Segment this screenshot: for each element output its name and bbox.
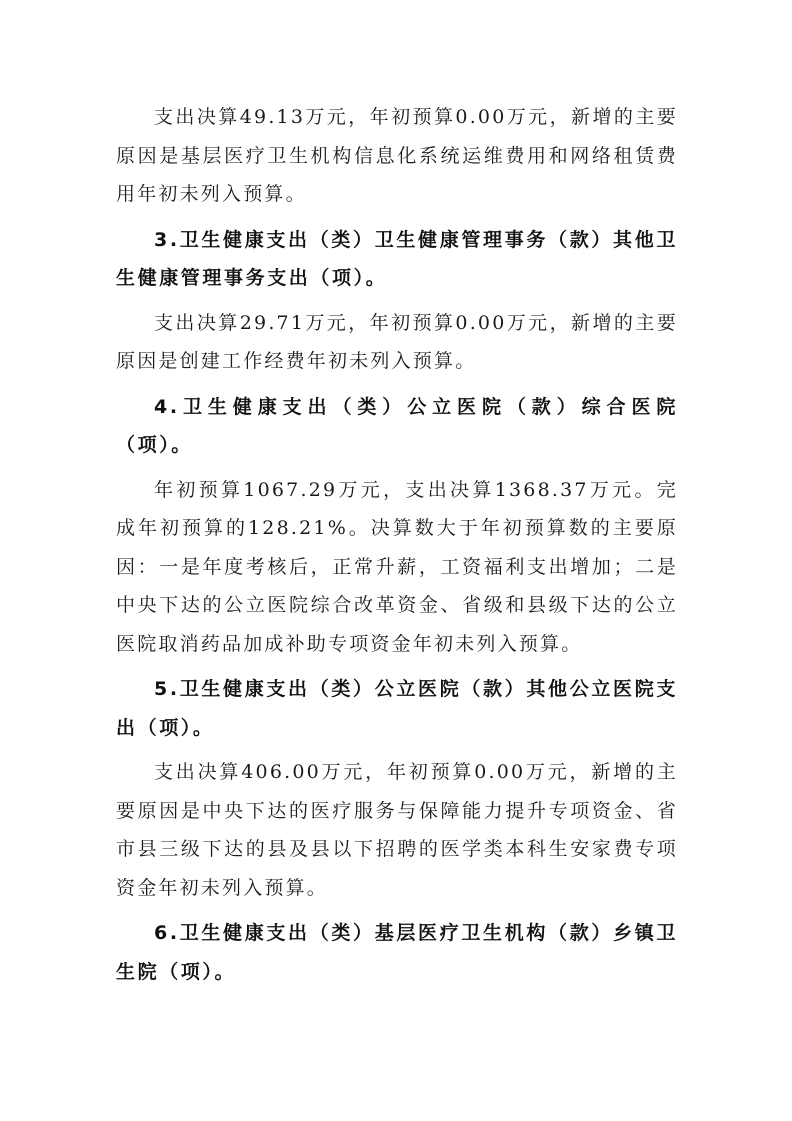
paragraph-body-1: 支出决算49.13万元，年初预算0.00万元，新增的主要原因是基层医疗卫生机构信息化系统运维费用和网络租赁费用年初未列入预算。 xyxy=(116,106,678,205)
paragraph-body-3: 支出决算29.71万元，年初预算0.00万元，新增的主要原因是创建工作经费年初未列入预算。 xyxy=(116,311,678,372)
heading-item-6: 6.卫生健康支出（类）基层医疗卫生机构（款）乡镇卫生院（项）。 xyxy=(116,922,678,983)
heading-item-4: 4.卫生健康支出（类）公立医院（款）综合医院（项）。 xyxy=(116,395,678,456)
paragraph-body-5: 支出决算406.00万元，年初预算0.00万元，新增的主要原因是中央下达的医疗服务与保障能力提升专项资金、省市县三级下达的县及县以下招聘的医学类本科生安家费专项资金年初未列入预算。 xyxy=(116,761,678,899)
document-body xyxy=(116,98,678,991)
paragraph-body-4: 年初预算1067.29万元，支出决算1368.37万元。完成年初预算的128.21%。决算数大于年初预算数的主要原因：一是年度考核后，正常升薪，工资福利支出增加；二是中央下达的公立医院综合改革资金、省级和县级下达的公立医院取消药品加成补助专项资金年初未列入预算。 xyxy=(116,478,678,655)
heading-item-3: 3.卫生健康支出（类）卫生健康管理事务（款）其他卫生健康管理事务支出（项）。 xyxy=(116,228,678,289)
heading-item-5: 5.卫生健康支出（类）公立医院（款）其他公立医院支出（项）。 xyxy=(116,678,678,739)
